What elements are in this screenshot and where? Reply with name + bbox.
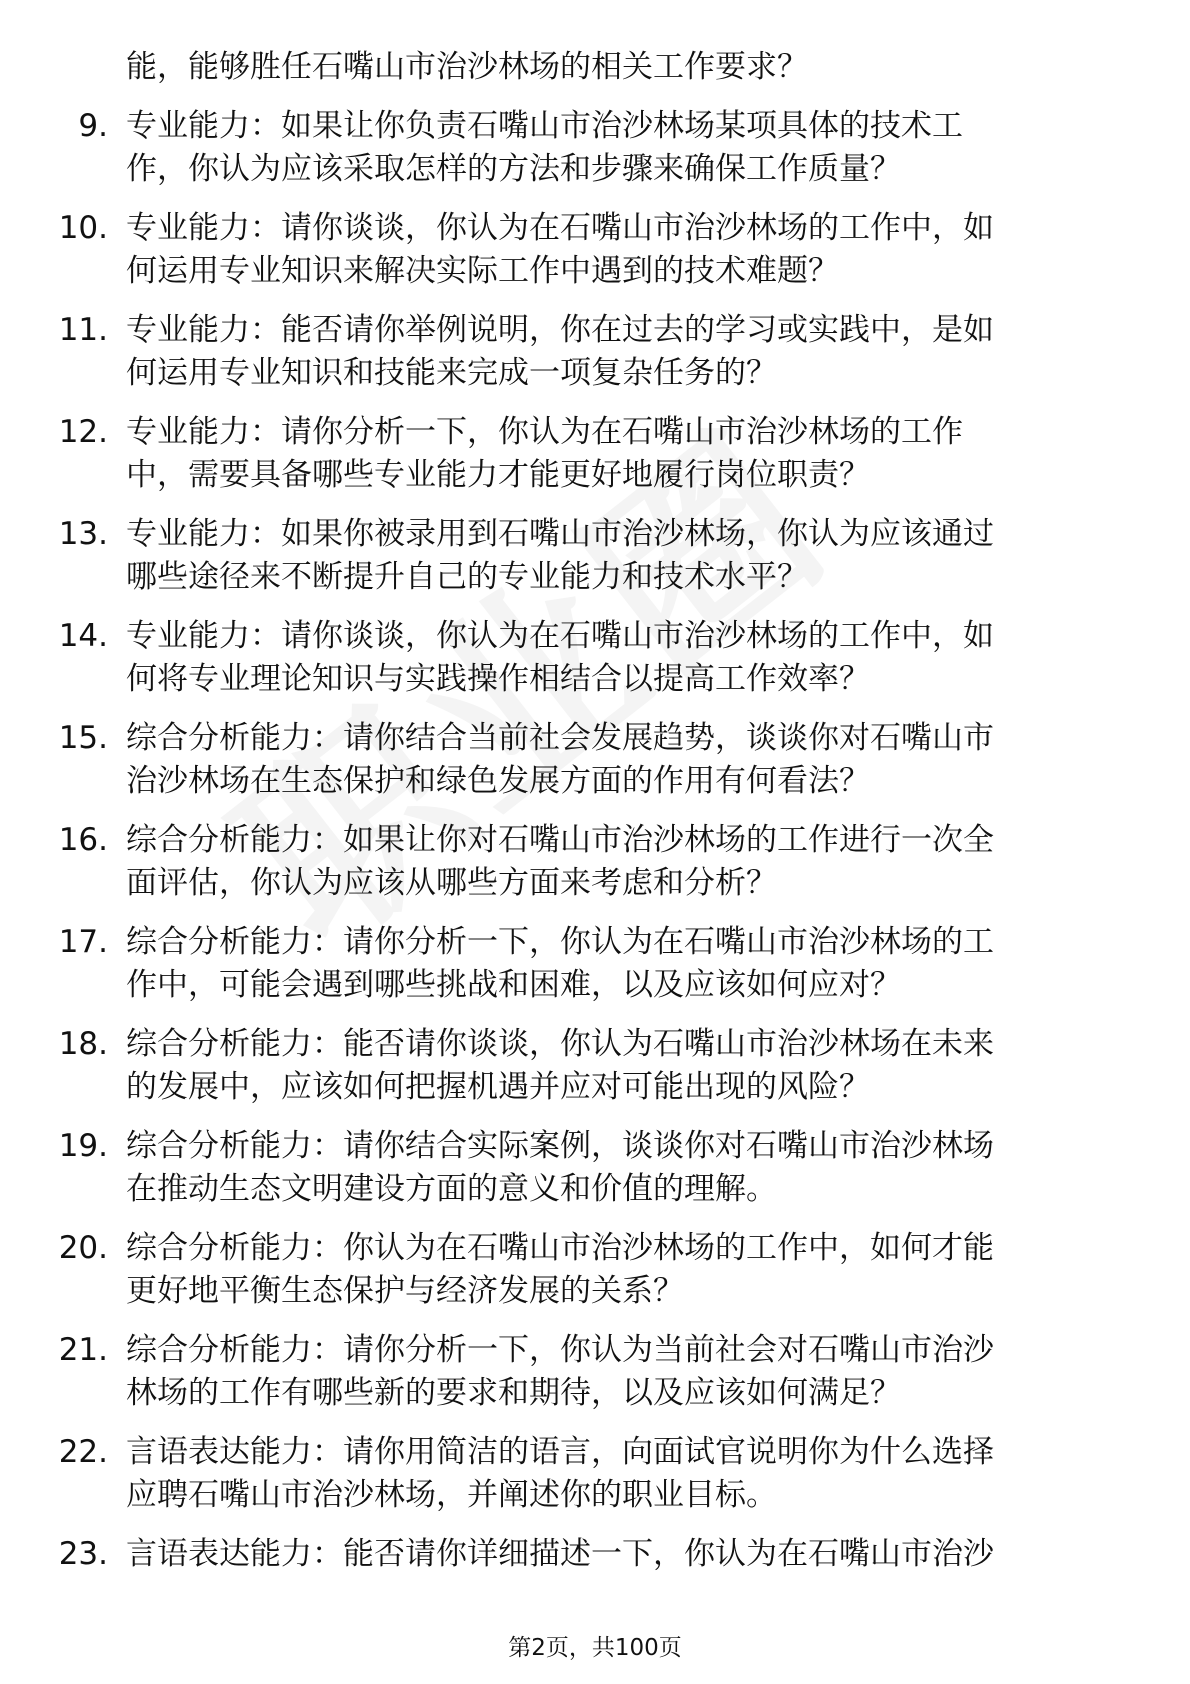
question-text-line: 的发展中，应该如何把握机遇并应对可能出现的风险？: [126, 1069, 870, 1105]
question-item: [0, 717, 1190, 803]
question-item: [0, 207, 1190, 293]
question-number: 10.: [58, 210, 108, 246]
question-text-line: 综合分析能力：能否请你谈谈，你认为石嘴山市治沙林场在未来: [126, 1026, 994, 1062]
question-number: 17.: [58, 924, 108, 960]
question-text-line: 面评估，你认为应该从哪些方面来考虑和分析？: [126, 865, 777, 901]
question-text-line: 综合分析能力：你认为在石嘴山市治沙林场的工作中，如何才能: [126, 1230, 994, 1266]
question-item: [0, 513, 1190, 599]
question-item: [0, 1533, 1190, 1619]
question-text-line: 在推动生态文明建设方面的意义和价值的理解。: [126, 1171, 777, 1207]
question-item: [0, 309, 1190, 395]
question-text: [126, 1329, 1111, 1415]
question-text: [126, 615, 1111, 701]
question-number: 11.: [58, 312, 108, 348]
question-text: [126, 921, 1111, 1007]
question-text: [126, 1023, 1111, 1109]
question-number: 14.: [58, 618, 108, 654]
question-number: 22.: [58, 1434, 108, 1470]
question-text-line: 何运用专业知识来解决实际工作中遇到的技术难题？: [126, 253, 839, 289]
question-text: [126, 1431, 1111, 1517]
question-text: [126, 819, 1111, 905]
question-number: 12.: [58, 414, 108, 450]
question-text-line: 林场的工作有哪些新的要求和期待，以及应该如何满足？: [126, 1375, 901, 1411]
question-number: 20.: [58, 1230, 108, 1266]
question-text-line: 哪些途径来不断提升自己的专业能力和技术水平？: [126, 559, 808, 595]
question-text: [126, 1227, 1111, 1313]
question-item: [0, 1125, 1190, 1211]
question-text-line: 作中，可能会遇到哪些挑战和困难，以及应该如何应对？: [126, 967, 901, 1003]
question-text-line: 专业能力：如果让你负责石嘴山市治沙林场某项具体的技术工: [126, 108, 963, 144]
question-text-line: 综合分析能力：请你结合当前社会发展趋势，谈谈你对石嘴山市: [126, 720, 994, 756]
question-item: [0, 921, 1190, 1007]
question-text: [126, 513, 1111, 599]
question-text-line: 治沙林场在生态保护和绿色发展方面的作用有何看法？: [126, 763, 870, 799]
question-text: [126, 717, 1111, 803]
continued-question-line: 能，能够胜任石嘴山市治沙林场的相关工作要求？: [126, 49, 808, 85]
question-text-line: 言语表达能力：请你用简洁的语言，向面试官说明你为什么选择: [126, 1434, 994, 1470]
question-item: [0, 1329, 1190, 1415]
question-number: 21.: [58, 1332, 108, 1368]
question-text-line: 应聘石嘴山市治沙林场，并阐述你的职业目标。: [126, 1477, 777, 1513]
question-text-line: 专业能力：请你谈谈，你认为在石嘴山市治沙林场的工作中，如: [126, 618, 994, 654]
question-item: [0, 105, 1190, 191]
question-text-line: 综合分析能力：请你分析一下，你认为在石嘴山市治沙林场的工: [126, 924, 994, 960]
question-text: [126, 1125, 1111, 1211]
question-number: 15.: [58, 720, 108, 756]
question-item: [0, 1227, 1190, 1313]
question-text: [126, 309, 1111, 395]
question-item: [0, 411, 1190, 497]
question-text-line: 综合分析能力：如果让你对石嘴山市治沙林场的工作进行一次全: [126, 822, 994, 858]
question-text-line: 综合分析能力：请你分析一下，你认为当前社会对石嘴山市治沙: [126, 1332, 994, 1368]
question-text: [126, 105, 1111, 191]
question-text-line: 言语表达能力：能否请你详细描述一下，你认为在石嘴山市治沙: [126, 1536, 994, 1572]
page-footer: 第2页，共100页: [508, 1635, 682, 1661]
question-text-line: 专业能力：如果你被录用到石嘴山市治沙林场，你认为应该通过: [126, 516, 994, 552]
question-number: 9.: [78, 108, 108, 144]
question-text-line: 专业能力：请你谈谈，你认为在石嘴山市治沙林场的工作中，如: [126, 210, 994, 246]
question-text-line: 综合分析能力：请你结合实际案例，谈谈你对石嘴山市治沙林场: [126, 1128, 994, 1164]
question-item: [0, 615, 1190, 701]
question-text: [126, 1533, 1111, 1576]
question-text-line: 何运用专业知识和技能来完成一项复杂任务的？: [126, 355, 777, 391]
question-number: 16.: [58, 822, 108, 858]
question-text-line: 何将专业理论知识与实践操作相结合以提高工作效率？: [126, 661, 870, 697]
question-item: [0, 1431, 1190, 1517]
question-number: 13.: [58, 516, 108, 552]
question-text-line: 作，你认为应该采取怎样的方法和步骤来确保工作质量？: [126, 151, 901, 187]
question-item: [0, 1023, 1190, 1109]
question-text-line: 中，需要具备哪些专业能力才能更好地履行岗位职责？: [126, 457, 870, 493]
question-text: [126, 207, 1111, 293]
question-list: [0, 105, 1190, 1619]
question-text-line: 更好地平衡生态保护与经济发展的关系？: [126, 1273, 684, 1309]
question-number: 19.: [58, 1128, 108, 1164]
question-text: [126, 411, 1111, 497]
question-content: [0, 46, 1190, 1635]
question-item: [0, 819, 1190, 905]
question-text-line: 专业能力：请你分析一下，你认为在石嘴山市治沙林场的工作: [126, 414, 963, 450]
question-number: 18.: [58, 1026, 108, 1062]
question-number: 23.: [58, 1536, 108, 1572]
question-text-line: 专业能力：能否请你举例说明，你在过去的学习或实践中，是如: [126, 312, 994, 348]
